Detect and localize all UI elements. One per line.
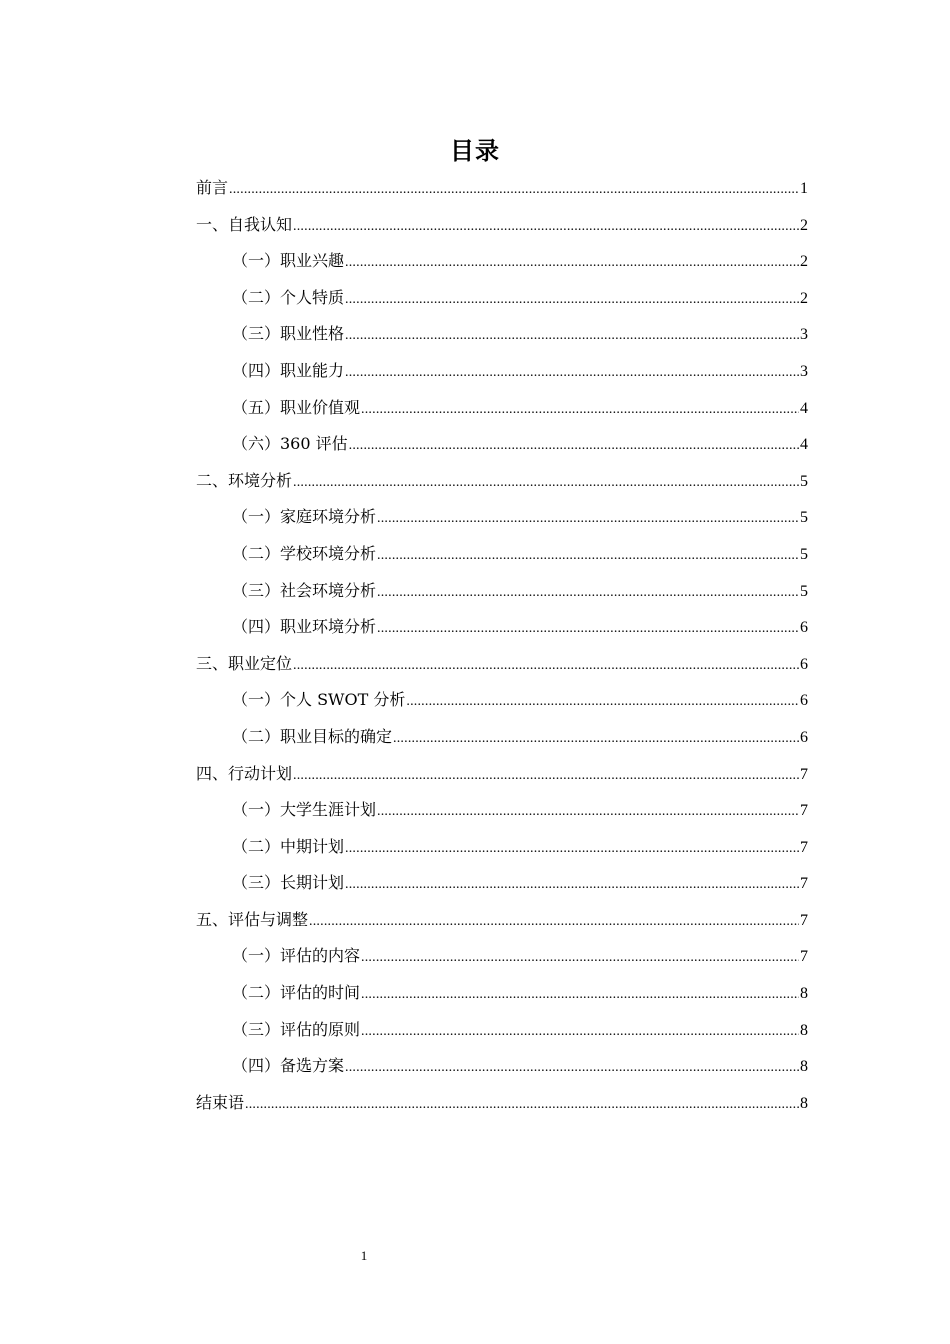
- toc-entry-label: （三）社会环境分析: [232, 580, 377, 600]
- toc-entry-label: （三）评估的原则: [232, 1019, 361, 1039]
- toc-dot-leader: [377, 576, 799, 610]
- toc-entry[interactable]: [196, 757, 808, 794]
- toc-entry-label: （二）评估的时间: [232, 983, 361, 1003]
- toc-entry-label: 一、自我认知: [196, 214, 293, 234]
- toc-entry-label: （二）学校环境分析: [232, 543, 377, 563]
- toc-entry[interactable]: [196, 647, 808, 684]
- toc-entry[interactable]: [196, 793, 808, 830]
- toc-entry-page: 8: [800, 1094, 808, 1112]
- toc-entry[interactable]: [196, 208, 808, 245]
- toc-dot-leader: [345, 1051, 799, 1085]
- toc-entry[interactable]: [196, 574, 808, 611]
- page-number: 1: [360, 1248, 368, 1263]
- toc-entry[interactable]: [196, 244, 808, 281]
- toc-entry-page: 8: [800, 1058, 808, 1076]
- toc-entry[interactable]: [196, 683, 808, 720]
- toc-entry-label: （五）职业价值观: [232, 397, 361, 417]
- table-of-contents: [196, 171, 808, 1122]
- toc-entry-page: 7: [800, 911, 808, 929]
- toc-dot-leader: [406, 685, 799, 719]
- toc-entry[interactable]: [196, 464, 808, 501]
- toc-dot-leader: [345, 283, 799, 317]
- toc-entry-page: 2: [800, 216, 808, 234]
- toc-entry-page: 2: [800, 289, 808, 307]
- toc-entry-label: （四）职业环境分析: [232, 617, 377, 637]
- toc-dot-leader: [345, 246, 799, 280]
- toc-entry-label: （一）大学生涯计划: [232, 800, 377, 820]
- toc-entry-page: 3: [800, 326, 808, 344]
- toc-entry-label: （三）长期计划: [232, 873, 345, 893]
- toc-entry-page: 5: [800, 509, 808, 527]
- toc-title: 目录: [450, 137, 500, 165]
- toc-dot-leader: [293, 466, 799, 500]
- toc-entry[interactable]: [196, 939, 808, 976]
- toc-entry-label: （四）备选方案: [232, 1056, 345, 1076]
- toc-entry[interactable]: [196, 391, 808, 428]
- toc-entry-page: 7: [800, 948, 808, 966]
- toc-entry[interactable]: [196, 281, 808, 318]
- toc-entry[interactable]: [196, 1086, 808, 1123]
- toc-entry-page: 5: [800, 582, 808, 600]
- toc-entry-page: 6: [800, 619, 808, 637]
- toc-dot-leader: [309, 905, 799, 939]
- toc-dot-leader: [345, 868, 799, 902]
- toc-dot-leader: [377, 795, 799, 829]
- toc-entry-label: （一）职业兴趣: [232, 251, 345, 271]
- toc-entry[interactable]: [196, 610, 808, 647]
- toc-entry-label: （二）个人特质: [232, 287, 345, 307]
- toc-entry-label: 二、环境分析: [196, 470, 293, 490]
- toc-entry-page: 8: [800, 1021, 808, 1039]
- toc-entry[interactable]: [196, 354, 808, 391]
- toc-dot-leader: [361, 393, 799, 427]
- toc-dot-leader: [345, 356, 799, 390]
- toc-entry-label: （四）职业能力: [232, 360, 345, 380]
- toc-entry-page: 5: [800, 545, 808, 563]
- toc-dot-leader: [361, 941, 799, 975]
- toc-entry-label: 五、评估与调整: [196, 909, 309, 929]
- toc-entry[interactable]: [196, 903, 808, 940]
- toc-entry-label: （二）中期计划: [232, 836, 345, 856]
- toc-entry-page: 2: [800, 253, 808, 271]
- toc-dot-leader: [377, 612, 799, 646]
- toc-entry-page: 7: [800, 838, 808, 856]
- toc-dot-leader: [293, 210, 799, 244]
- toc-entry[interactable]: [196, 317, 808, 354]
- toc-dot-leader: [349, 429, 799, 463]
- toc-dot-leader: [377, 539, 799, 573]
- toc-entry[interactable]: [196, 500, 808, 537]
- toc-entry-page: 7: [800, 765, 808, 783]
- toc-entry-label: 前言: [196, 178, 229, 197]
- toc-entry-page: 3: [800, 362, 808, 380]
- toc-dot-leader: [361, 1015, 799, 1049]
- toc-dot-leader: [229, 173, 799, 207]
- toc-dot-leader: [361, 978, 799, 1012]
- toc-entry-page: 6: [800, 692, 808, 710]
- toc-entry-page: 7: [800, 802, 808, 820]
- toc-entry[interactable]: [196, 830, 808, 867]
- toc-dot-leader: [345, 319, 799, 353]
- toc-entry-label: （一）家庭环境分析: [232, 507, 377, 527]
- toc-entry-page: 5: [800, 472, 808, 490]
- toc-entry[interactable]: [196, 537, 808, 574]
- toc-entry-label: （六）360 评估: [232, 434, 348, 454]
- toc-entry-page: 8: [800, 985, 808, 1003]
- toc-dot-leader: [245, 1088, 799, 1122]
- toc-dot-leader: [393, 722, 799, 756]
- toc-entry-page: 1: [800, 180, 808, 197]
- toc-entry-label: 三、职业定位: [196, 653, 293, 673]
- toc-entry-page: 7: [800, 875, 808, 893]
- toc-dot-leader: [293, 759, 799, 793]
- toc-entry-label: （一）评估的内容: [232, 946, 361, 966]
- toc-entry[interactable]: [196, 720, 808, 757]
- toc-entry[interactable]: [196, 1049, 808, 1086]
- toc-entry-page: 4: [800, 436, 808, 454]
- toc-entry-label: 结束语: [196, 1092, 245, 1112]
- toc-entry-page: 4: [800, 399, 808, 417]
- toc-entry[interactable]: [196, 866, 808, 903]
- toc-entry-page: 6: [800, 655, 808, 673]
- toc-entry-label: （三）职业性格: [232, 324, 345, 344]
- toc-entry[interactable]: [196, 427, 808, 464]
- toc-entry[interactable]: [196, 171, 808, 208]
- toc-entry-label: （一）个人 SWOT 分析: [232, 690, 406, 710]
- toc-entry-page: 6: [800, 728, 808, 746]
- toc-entry[interactable]: [196, 976, 808, 1013]
- toc-entry[interactable]: [196, 1013, 808, 1050]
- toc-dot-leader: [293, 649, 799, 683]
- toc-entry-label: （二）职业目标的确定: [232, 726, 393, 746]
- toc-dot-leader: [377, 502, 799, 536]
- toc-entry-label: 四、行动计划: [196, 763, 293, 783]
- toc-dot-leader: [345, 832, 799, 866]
